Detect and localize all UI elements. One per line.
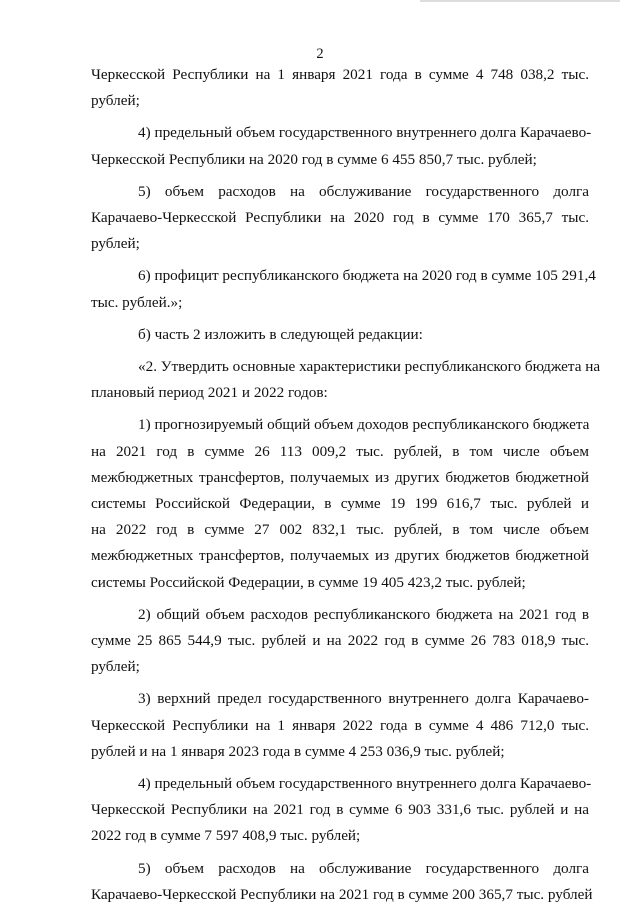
text-line: сумме 25 865 544,9 тыс. рублей и на 2022 год в сумме 26 783 018,9 тыс. — [91, 632, 589, 650]
text-line: 2022 год в сумме 7 597 408,9 тыс. рублей; — [91, 827, 361, 845]
text-line: б) часть 2 изложить в следующей редакции: — [138, 325, 423, 343]
paragraph — [91, 263, 596, 315]
text-line: Черкесской Республики на 2021 год в сумме 6 903 331,6 тыс. рублей и на — [91, 801, 589, 819]
paragraph — [91, 120, 592, 172]
text-line: межбюджетных трансфертов, получаемых из других бюджетов бюджетной — [91, 468, 589, 486]
text-line: 3) верхний предел государственного внутреннего долга Карачаево- — [138, 690, 589, 708]
text-line: рублей; — [91, 235, 140, 253]
text-line: рублей; — [91, 92, 140, 110]
text-line: 5) объем расходов на обслуживание государственного долга — [138, 182, 589, 200]
paragraph — [91, 602, 589, 681]
paragraph — [91, 771, 592, 850]
text-line: рублей и на 1 января 2023 года в сумме 4 253 036,9 тыс. рублей; — [91, 742, 505, 760]
paragraph — [91, 322, 589, 348]
text-line: плановый период 2021 и 2022 годов: — [91, 384, 328, 402]
scan-edge-mark — [420, 0, 620, 2]
text-line: «2. Утвердить основные характеристики республиканского бюджета на — [138, 358, 601, 376]
text-line: 4) предельный объем государственного внутреннего долга Карачаево- — [138, 775, 592, 793]
paragraph — [91, 686, 589, 765]
text-line: Карачаево-Черкесской Республики на 2020 год в сумме 170 365,7 тыс. — [91, 209, 589, 227]
text-line: системы Российской Федерации, в сумме 19 405 423,2 тыс. рублей; — [91, 573, 526, 591]
text-line: 4) предельный объем государственного внутреннего долга Карачаево- — [138, 124, 592, 142]
text-line: 5) объем расходов на обслуживание государственного долга — [138, 859, 589, 877]
text-line: системы Российской Федерации, в сумме 19 199 616,7 тыс. рублей и — [91, 495, 589, 513]
paragraph — [91, 856, 593, 908]
text-line: Черкесской Республики на 1 января 2022 года в сумме 4 486 712,0 тыс. — [91, 716, 589, 734]
text-line: 2) общий объем расходов республиканского бюджета на 2021 год в — [138, 605, 589, 623]
paragraph — [91, 354, 601, 406]
paragraph — [91, 62, 589, 114]
document-body — [91, 62, 601, 908]
text-line: межбюджетных трансфертов, получаемых из других бюджетов бюджетной — [91, 547, 589, 565]
text-line: Карачаево-Черкесской Республики на 2021 год в сумме 200 365,7 тыс. рублей — [91, 885, 593, 903]
text-line: Черкесской Республики на 1 января 2021 года в сумме 4 748 038,2 тыс. — [91, 66, 589, 83]
text-line: на 2021 год в сумме 26 113 009,2 тыс. рублей, в том числе объем — [91, 442, 589, 460]
text-line: 1) прогнозируемый общий объем доходов республиканского бюджета — [138, 416, 590, 434]
text-line: тыс. рублей.»; — [91, 293, 183, 311]
paragraph — [91, 179, 589, 258]
text-line: на 2022 год в сумме 27 002 832,1 тыс. рублей, в том числе объем — [91, 521, 589, 539]
page-number: 2 — [316, 46, 324, 62]
paragraph — [91, 412, 589, 595]
text-line: 6) профицит республиканского бюджета на 2020 год в сумме 105 291,4 — [138, 267, 596, 285]
text-line: Черкесской Республики на 2020 год в сумме 6 455 850,7 тыс. рублей; — [91, 150, 537, 168]
text-line: рублей; — [91, 658, 140, 676]
